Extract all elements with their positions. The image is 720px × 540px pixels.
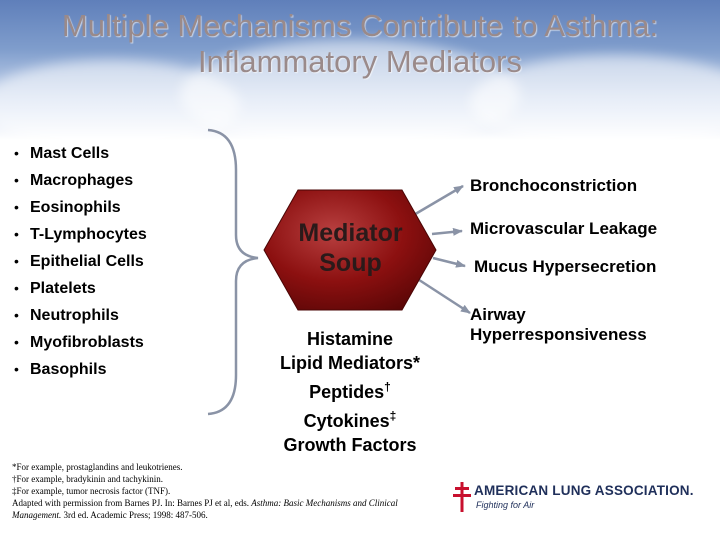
bullet: • bbox=[14, 145, 19, 161]
cell-label: Eosinophils bbox=[30, 199, 121, 216]
airway-line-2: Hyperresponsiveness bbox=[470, 325, 647, 344]
mediator-peptides bbox=[250, 375, 450, 404]
logo-tagline: Fighting for Air bbox=[476, 500, 535, 510]
cell-label: Platelets bbox=[30, 280, 96, 297]
soup-line-1: Mediator bbox=[298, 219, 403, 247]
mediator-growth: Growth Factors bbox=[283, 435, 417, 455]
bullet: • bbox=[14, 334, 19, 350]
mediator-peptides-label: Peptides bbox=[309, 382, 385, 402]
arrow-bronchoconstriction bbox=[412, 186, 463, 216]
source-part-a: Adapted with permission from Barnes PJ. In: Barnes PJ et al, eds. bbox=[12, 498, 249, 508]
arrow-airway bbox=[413, 276, 470, 313]
mediator-list bbox=[250, 327, 450, 457]
mediator-histamine: Histamine bbox=[306, 329, 394, 349]
footnotes bbox=[12, 461, 432, 521]
source-book-title: Asthma: Basic Mechanisms and Clinical Management. bbox=[12, 498, 398, 520]
bullet: • bbox=[14, 226, 19, 242]
effect-microvascular-leakage: Microvascular Leakage bbox=[470, 219, 658, 238]
american-lung-association-logo bbox=[452, 480, 692, 516]
bullet: • bbox=[14, 307, 19, 323]
bullet: • bbox=[14, 253, 19, 269]
effect-airway-hyperresponsiveness bbox=[470, 305, 647, 345]
cell-label: Mast Cells bbox=[30, 145, 110, 162]
effect-mucus-hypersecretion: Mucus Hypersecretion bbox=[474, 257, 657, 276]
cell-label: Epithelial Cells bbox=[30, 253, 144, 270]
cell-label: Neutrophils bbox=[30, 307, 119, 324]
bullet: • bbox=[14, 361, 19, 377]
airway-line-1: Airway bbox=[470, 305, 526, 324]
bullet: • bbox=[14, 172, 19, 188]
footnote-1: *For example, prostaglandins and leukotrienes. bbox=[12, 462, 183, 472]
mediator-cytokines-label: Cytokines bbox=[303, 411, 390, 431]
mediator-cytokines bbox=[250, 404, 450, 433]
title-line-1: Multiple Mechanisms Contribute to Asthma: bbox=[61, 8, 659, 43]
bullet: • bbox=[14, 199, 19, 215]
footnote-2: †For example, bradykinin and tachykinin. bbox=[12, 474, 163, 484]
source-part-b: 3rd ed. Academic Press; 1998: 487-506. bbox=[63, 510, 208, 520]
effect-bronchoconstriction: Bronchoconstriction bbox=[470, 176, 638, 195]
mediator-lipid: Lipid Mediators* bbox=[279, 353, 420, 373]
footnote-3: ‡For example, tumor necrosis factor (TNF). bbox=[12, 486, 171, 496]
footnote-mark-double-dagger: ‡ bbox=[389, 409, 397, 423]
cell-label: Myofibroblasts bbox=[30, 334, 144, 351]
lorraine-cross-icon bbox=[452, 480, 472, 514]
bullet: • bbox=[14, 280, 19, 296]
title-line-2: Inflammatory Mediators bbox=[198, 44, 522, 79]
soup-line-2: Soup bbox=[319, 249, 382, 277]
cell-label: Basophils bbox=[30, 361, 107, 378]
source-citation bbox=[12, 497, 432, 521]
mediator-soup-label bbox=[263, 218, 438, 278]
cell-label: Macrophages bbox=[30, 172, 134, 189]
cell-label: T-Lymphocytes bbox=[30, 226, 147, 243]
logo-name: AMERICAN LUNG ASSOCIATION. bbox=[474, 483, 694, 498]
footnote-mark-dagger: † bbox=[384, 380, 391, 394]
